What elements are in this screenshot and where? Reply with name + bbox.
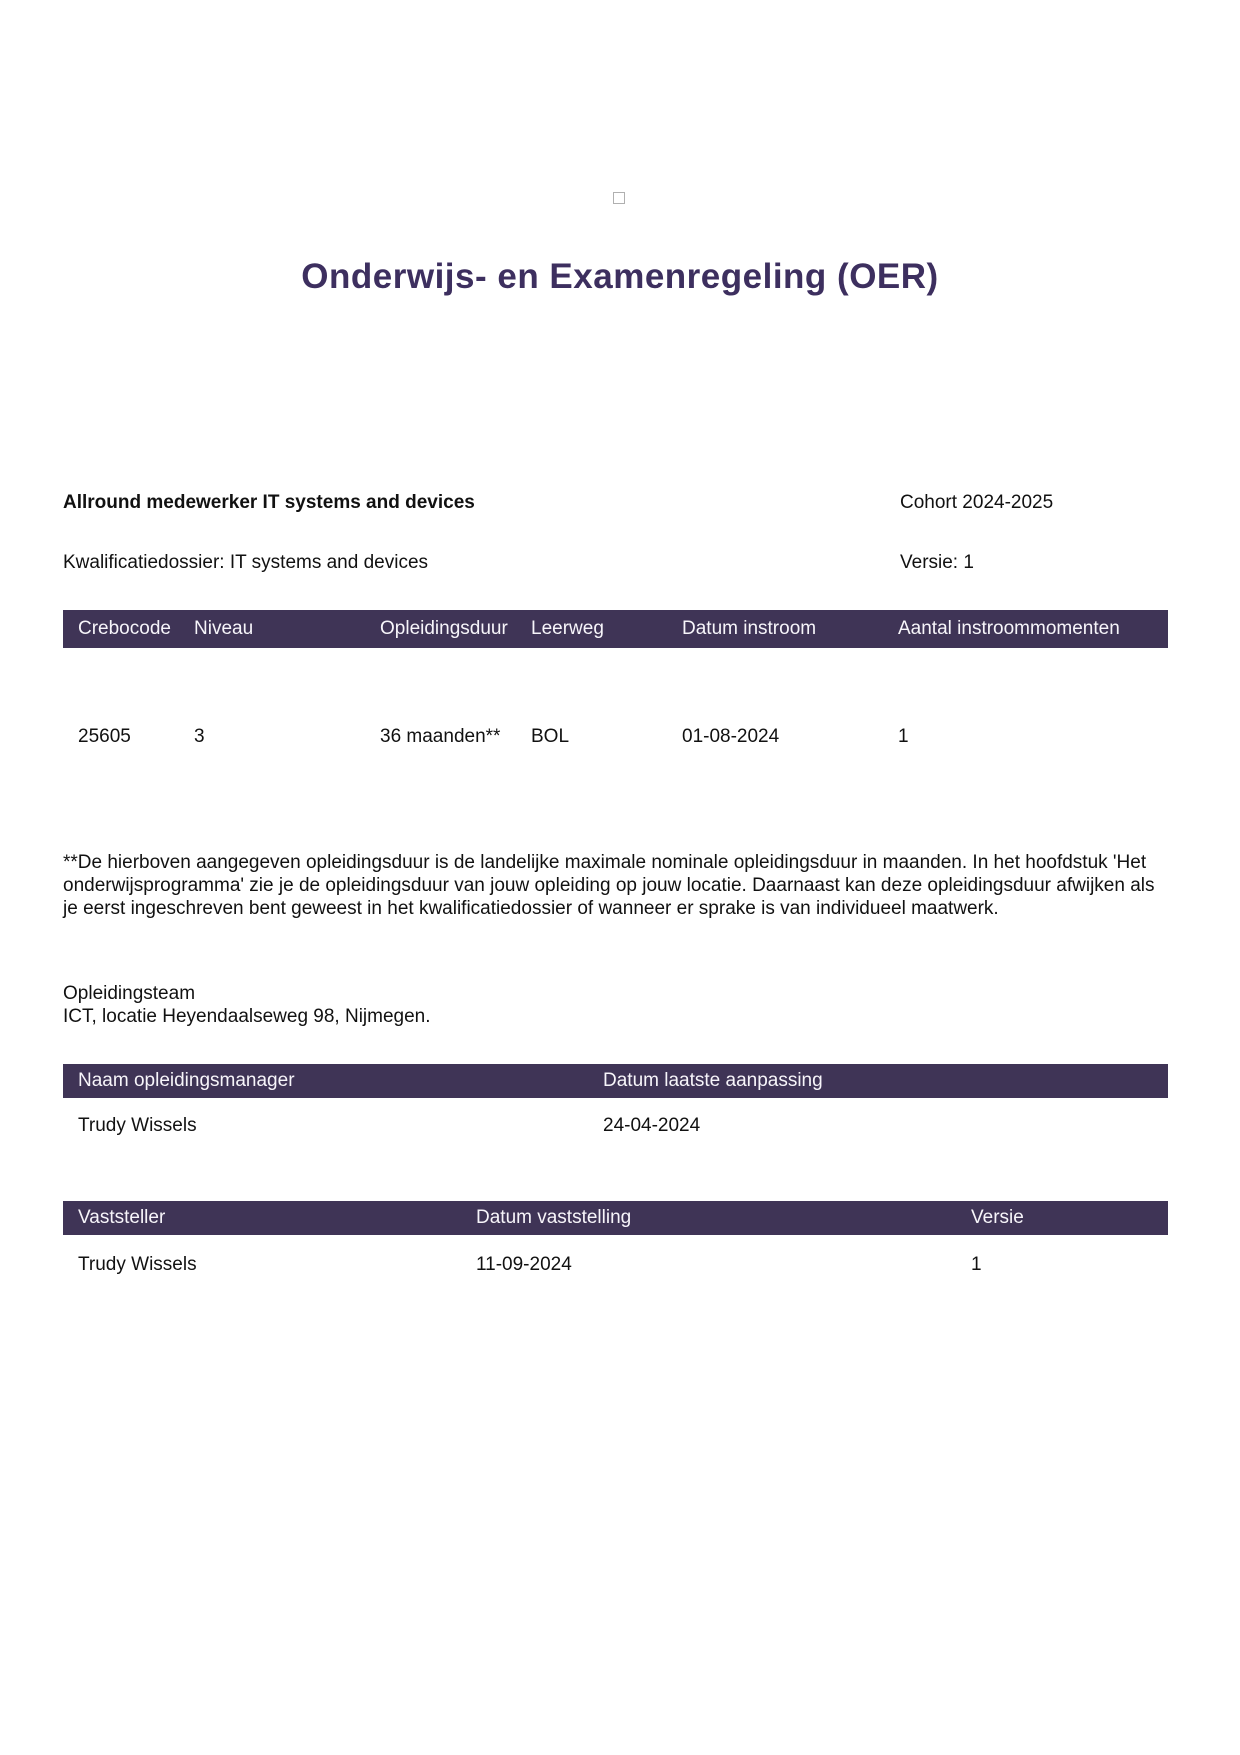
team-title: Opleidingsteam bbox=[63, 983, 196, 1004]
program-meta-row bbox=[63, 492, 1168, 514]
column-header: Aantal instroommomenten bbox=[898, 618, 1120, 639]
column-header: Opleidingsduur bbox=[380, 618, 508, 639]
team-block bbox=[63, 982, 431, 1028]
duration-footnote: **De hierboven aangegeven opleidingsduur is de landelijke maximale nominale opleidingsduur in maanden. In het hoofdstuk 'Het onderwijsprogramma' zie je de opleidingsduur van jouw opleiding op jouw locatie. Daarnaast kan deze opleidingsduur afwijken als je eerst ingeschreven bent geweest in het kwalificatiedossier of wanneer er sprake is van individueel maatwerk. bbox=[63, 852, 1155, 919]
document-content bbox=[63, 0, 1168, 1755]
version-label: Versie: 1 bbox=[900, 552, 974, 573]
column-header: Vaststeller bbox=[78, 1207, 166, 1228]
datum-instroom-value: 01-08-2024 bbox=[682, 726, 780, 747]
manager-table-header bbox=[63, 1064, 1168, 1098]
column-header: Naam opleidingsmanager bbox=[78, 1070, 295, 1091]
versie-value: 1 bbox=[971, 1254, 982, 1275]
column-header: Crebocode bbox=[78, 618, 171, 639]
column-header: Datum laatste aanpassing bbox=[603, 1070, 823, 1091]
niveau-value: 3 bbox=[194, 726, 205, 747]
last-modified-value: 24-04-2024 bbox=[603, 1115, 701, 1136]
column-header: Leerweg bbox=[531, 618, 604, 639]
approval-table-row bbox=[63, 1254, 1168, 1276]
opleidingsduur-value: 36 maanden** bbox=[380, 726, 501, 747]
crebocode-value: 25605 bbox=[78, 726, 131, 747]
qualification-meta-row bbox=[63, 552, 1168, 574]
instroommomenten-value: 1 bbox=[898, 726, 909, 747]
leerweg-value: BOL bbox=[531, 726, 570, 747]
column-header: Versie bbox=[971, 1207, 1024, 1228]
cohort-label: Cohort 2024-2025 bbox=[900, 492, 1054, 513]
qualification-label: Kwalificatiedossier: IT systems and devices bbox=[63, 552, 429, 573]
team-location: ICT, locatie Heyendaalseweg 98, Nijmegen. bbox=[63, 1006, 431, 1027]
program-table-header bbox=[63, 610, 1168, 648]
page-title: Onderwijs- en Examenregeling (OER) bbox=[301, 257, 939, 296]
program-table-row bbox=[63, 726, 1168, 748]
vaststeller-value: Trudy Wissels bbox=[78, 1254, 197, 1275]
manager-name-value: Trudy Wissels bbox=[78, 1115, 197, 1136]
manager-table-row bbox=[63, 1115, 1168, 1137]
column-header: Datum vaststelling bbox=[476, 1207, 632, 1228]
column-header: Datum instroom bbox=[682, 618, 817, 639]
vaststelling-date-value: 11-09-2024 bbox=[476, 1254, 572, 1275]
approval-table-header bbox=[63, 1201, 1168, 1235]
program-name: Allround medewerker IT systems and devices bbox=[63, 492, 475, 513]
column-header: Niveau bbox=[194, 618, 254, 639]
